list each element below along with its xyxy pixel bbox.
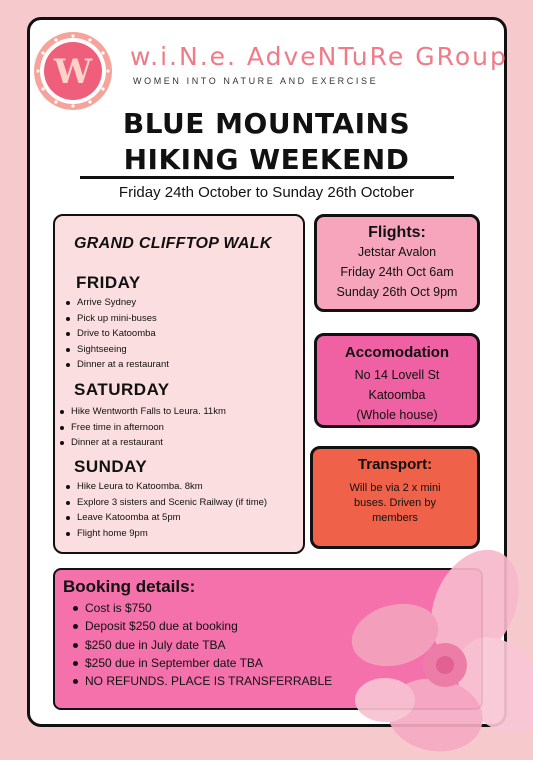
list-item: Arrive Sydney xyxy=(64,295,169,311)
page-title-line2: HIKING WEEKEND xyxy=(123,143,410,176)
accommodation-line: (Whole house) xyxy=(356,408,438,422)
flights-box xyxy=(314,214,480,312)
event-dates: Friday 24th October to Sunday 26th October xyxy=(118,184,415,201)
list-item: Free time in afternoon xyxy=(58,420,226,436)
list-item: Flight home 9pm xyxy=(64,526,267,542)
list-item: Drive to Katoomba xyxy=(64,326,169,342)
list-item: Hike Wentworth Falls to Leura. 11km xyxy=(58,404,226,420)
saturday-list xyxy=(58,404,226,451)
accommodation-heading: Accomodation xyxy=(344,344,450,361)
list-item: Deposit $250 due at booking xyxy=(71,617,332,635)
day-heading-friday: FRIDAY xyxy=(76,273,141,292)
flights-line: Jetstar Avalon xyxy=(357,245,437,259)
friday-list xyxy=(64,295,169,373)
transport-text: Will be via 2 x mini buses. Driven by members xyxy=(349,482,441,524)
booking-list xyxy=(71,599,332,690)
transport-heading: Transport: xyxy=(357,456,433,473)
flights-line: Sunday 26th Oct 9pm xyxy=(336,285,458,299)
list-item: Leave Katoomba at 5pm xyxy=(64,510,267,526)
accommodation-line: No 14 Lovell St xyxy=(354,368,440,382)
flights-line: Friday 24th Oct 6am xyxy=(340,265,454,279)
title-underline xyxy=(80,176,454,179)
logo-letter: W xyxy=(53,52,93,92)
day-heading-sunday: SUNDAY xyxy=(74,457,148,476)
transport-box xyxy=(310,446,480,549)
booking-heading: Booking details: xyxy=(63,577,196,596)
sunday-list xyxy=(64,479,267,541)
day-heading-saturday: SATURDAY xyxy=(74,380,170,399)
list-item: $250 due in September date TBA xyxy=(71,654,332,672)
list-item: $250 due in July date TBA xyxy=(71,636,332,654)
brand-name: w.i.N.e. AdveNTuRe GRoup xyxy=(130,42,508,71)
list-item: Dinner at a restaurant xyxy=(58,435,226,451)
brand-tagline: WOMEN INTO NATURE AND EXERCISE xyxy=(133,76,379,86)
list-item: Cost is $750 xyxy=(71,599,332,617)
accommodation-box xyxy=(314,333,480,428)
list-item: Dinner at a restaurant xyxy=(64,357,169,373)
list-item: Hike Leura to Katoomba. 8km xyxy=(64,479,267,495)
page-title-line1: BLUE MOUNTAINS xyxy=(122,107,411,140)
wine-logo-icon xyxy=(32,30,114,112)
pink-flower-icon xyxy=(325,550,533,760)
flights-heading: Flights: xyxy=(368,224,426,241)
list-item: Sightseeing xyxy=(64,342,169,358)
list-item: Explore 3 sisters and Scenic Railway (if time) xyxy=(64,495,267,511)
list-item: Pick up mini-buses xyxy=(64,311,169,327)
list-item: NO REFUNDS. PLACE IS TRANSFERRABLE xyxy=(71,672,332,690)
walk-title: GRAND CLIFFTOP WALK xyxy=(74,235,272,252)
accommodation-line: Katoomba xyxy=(368,388,426,402)
